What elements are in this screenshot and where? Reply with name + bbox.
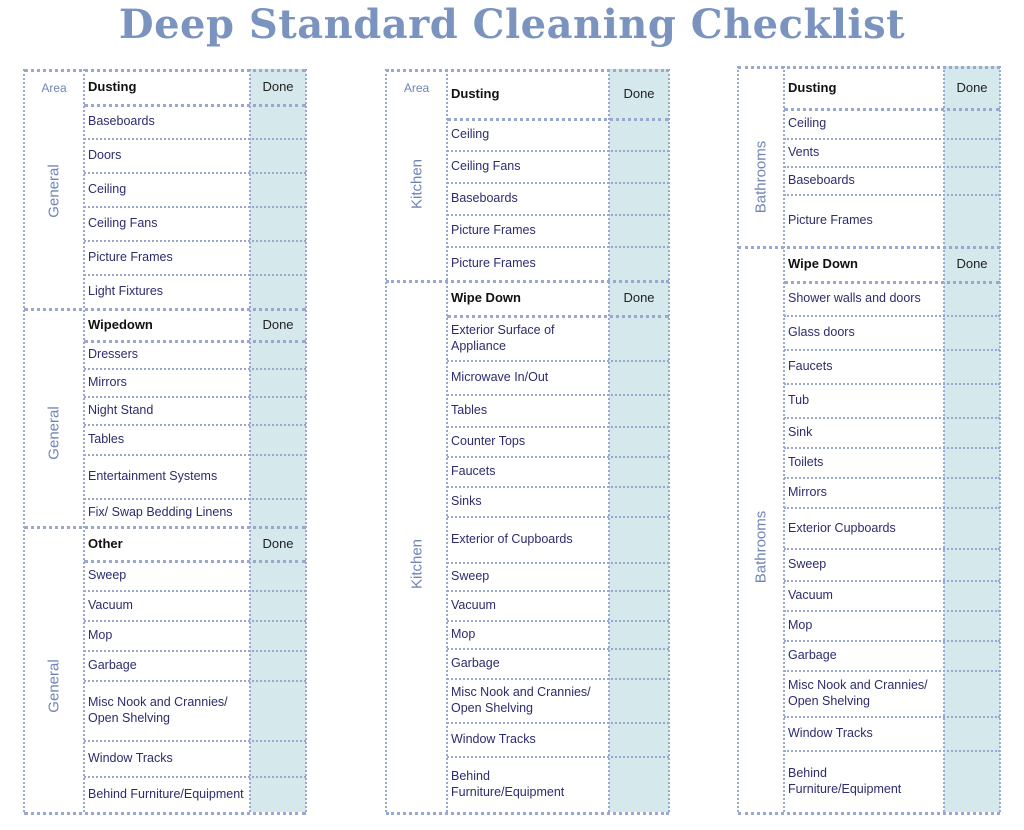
grid-line-vertical	[385, 69, 387, 812]
checklist-item: Window Tracks	[88, 751, 173, 765]
done-checkbox[interactable]	[944, 548, 1000, 580]
done-checkbox[interactable]	[944, 383, 1000, 417]
checklist-item: Picture Frames	[451, 256, 536, 270]
checklist-item: Baseboards	[788, 173, 855, 187]
done-checkbox[interactable]	[250, 138, 306, 172]
checklist-item: Behind Furniture/Equipment	[788, 766, 902, 796]
checklist-item: Counter Tops	[451, 434, 526, 448]
done-checkbox[interactable]	[250, 424, 306, 454]
checklist-item: Ceiling	[788, 116, 827, 130]
done-header: Done	[262, 535, 294, 551]
area-label: Bathrooms	[752, 510, 770, 583]
page-title: Deep Standard Cleaning Checklist	[118, 1, 906, 48]
checklist-item: Exterior Surface of Appliance	[451, 322, 555, 353]
done-checkbox[interactable]	[250, 396, 306, 424]
area-column-header: Area	[403, 81, 430, 95]
area-label: Kitchen	[408, 538, 425, 589]
done-checkbox[interactable]	[250, 104, 306, 138]
done-checkbox[interactable]	[609, 456, 669, 486]
done-checkbox[interactable]	[609, 590, 669, 620]
checklist-item: Garbage	[88, 658, 137, 672]
checklist-item: Ceiling Fans	[451, 159, 521, 173]
done-checkbox[interactable]	[250, 650, 306, 680]
checklist-item: Faucets	[451, 464, 496, 478]
checklist-item: Glass doors	[788, 325, 855, 339]
checklist-item: Tables	[88, 432, 125, 446]
checklist-item: Baseboards	[88, 114, 155, 128]
done-checkbox[interactable]	[944, 194, 1000, 246]
checklist-item: Shower walls and doors	[788, 291, 921, 305]
done-checkbox[interactable]	[609, 722, 669, 756]
grid-line-vertical	[783, 66, 785, 812]
checklist-item: Tub	[788, 393, 810, 407]
done-checkbox[interactable]	[250, 172, 306, 206]
done-checkbox[interactable]	[944, 610, 1000, 640]
done-checkbox[interactable]	[250, 590, 306, 620]
done-header: Done	[262, 79, 294, 94]
section-header: Wipedown	[88, 316, 153, 332]
checklist-item: Tables	[451, 403, 488, 417]
area-label: General	[45, 406, 63, 460]
checklist-item: Mirrors	[788, 485, 827, 499]
done-checkbox[interactable]	[944, 315, 1000, 349]
done-checkbox[interactable]	[609, 315, 669, 360]
done-checkbox[interactable]	[944, 670, 1000, 716]
checklist-item: Dressers	[88, 347, 139, 361]
checklist-item: Ceiling Fans	[88, 216, 158, 230]
done-checkbox[interactable]	[609, 394, 669, 426]
done-checkbox[interactable]	[609, 486, 669, 516]
checklist-item: Mop	[451, 627, 476, 641]
checklist-item: Vents	[788, 145, 820, 159]
checklist-item: Sweep	[451, 569, 490, 583]
checklist-item: Sweep	[788, 557, 827, 571]
done-checkbox[interactable]	[250, 368, 306, 396]
done-checkbox[interactable]	[944, 281, 1000, 315]
checklist-item: Picture Frames	[88, 250, 173, 264]
done-checkbox[interactable]	[609, 516, 669, 562]
checklist-item: Vacuum	[88, 598, 133, 612]
checklist-item: Exterior of Cupboards	[451, 532, 573, 546]
checklist-item: Night Stand	[88, 403, 154, 417]
done-checkbox[interactable]	[944, 750, 1000, 812]
done-checkbox[interactable]	[609, 360, 669, 394]
section-divider	[386, 812, 669, 815]
section-header: Dusting	[788, 79, 837, 95]
done-checkbox[interactable]	[250, 620, 306, 650]
checklist-item: Picture Frames	[788, 213, 873, 227]
checklist-item: Baseboards	[451, 191, 518, 205]
done-checkbox[interactable]	[609, 562, 669, 590]
area-label: Bathrooms	[752, 140, 770, 214]
checklist-item: Toilets	[788, 455, 824, 469]
done-checkbox[interactable]	[250, 498, 306, 526]
done-checkbox[interactable]	[250, 680, 306, 740]
done-checkbox[interactable]	[944, 166, 1000, 194]
checklist-item: Garbage	[788, 648, 837, 662]
done-checkbox[interactable]	[250, 454, 306, 498]
done-checkbox[interactable]	[609, 620, 669, 648]
checklist-item: Misc Nook and Crannies/ Open Shelving	[788, 678, 928, 708]
checklist-item: Vacuum	[788, 588, 833, 602]
done-checkbox[interactable]	[609, 648, 669, 678]
done-checkbox[interactable]	[944, 580, 1000, 610]
checklist-item: Mop	[88, 628, 113, 642]
done-checkbox[interactable]	[944, 138, 1000, 166]
section-header: Other	[88, 535, 123, 551]
done-checkbox[interactable]	[609, 678, 669, 722]
done-checkbox[interactable]	[250, 240, 306, 274]
checklist-item: Sink	[788, 425, 813, 439]
section-header: Wipe Down	[788, 256, 858, 271]
checklist-item: Ceiling	[451, 127, 490, 141]
done-checkbox[interactable]	[609, 118, 669, 150]
checklist-item: Behind Furniture/Equipment	[451, 769, 565, 799]
checklist-item: Mirrors	[88, 375, 127, 389]
done-checkbox[interactable]	[944, 640, 1000, 670]
section-header: Dusting	[88, 79, 137, 94]
checklist-item: Exterior Cupboards	[788, 520, 896, 535]
done-header: Done	[262, 316, 294, 332]
done-checkbox[interactable]	[609, 426, 669, 456]
area-label: General	[45, 164, 63, 218]
area-label: Kitchen	[408, 158, 425, 210]
checklist-item: Window Tracks	[788, 726, 873, 740]
checklist-item: Misc Nook and Crannies/ Open Shelving	[88, 695, 228, 725]
section-header: Dusting	[451, 86, 500, 101]
checklist-item: Garbage	[451, 656, 500, 670]
checklist-item: Entertainment Systems	[88, 469, 218, 483]
area-column-header: Area	[41, 81, 67, 95]
done-checkbox[interactable]	[944, 447, 1000, 477]
section-divider	[24, 812, 306, 815]
done-checkbox[interactable]	[609, 150, 669, 182]
done-checkbox[interactable]	[944, 716, 1000, 750]
done-checkbox[interactable]	[250, 340, 306, 368]
done-header: Done	[623, 86, 655, 101]
grid-line-vertical	[446, 69, 448, 812]
grid-line-vertical	[23, 69, 25, 812]
done-checkbox[interactable]	[250, 206, 306, 240]
checklist-item: Window Tracks	[451, 732, 536, 746]
checklist-item: Sweep	[88, 568, 127, 582]
done-header: Done	[623, 290, 655, 305]
checklist-item: Mop	[788, 618, 813, 632]
done-checkbox[interactable]	[944, 349, 1000, 383]
done-checkbox[interactable]	[944, 507, 1000, 548]
done-checkbox[interactable]	[250, 776, 306, 812]
checklist-item: Vacuum	[451, 598, 496, 612]
done-checkbox[interactable]	[609, 214, 669, 246]
done-checkbox[interactable]	[944, 417, 1000, 447]
checklist-item: Doors	[88, 148, 122, 162]
section-divider	[738, 812, 1000, 815]
checklist-item: Behind Furniture/Equipment	[88, 787, 244, 801]
done-checkbox[interactable]	[609, 756, 669, 812]
done-header: Done	[956, 79, 988, 95]
done-checkbox[interactable]	[250, 560, 306, 590]
checklist-item: Faucets	[788, 359, 833, 373]
checklist-item: Misc Nook and Crannies/ Open Shelving	[451, 685, 591, 715]
section-header: Wipe Down	[451, 290, 521, 305]
checklist-item: Sinks	[451, 494, 482, 508]
checklist-item: Ceiling	[88, 182, 127, 196]
grid-line-vertical	[737, 66, 739, 812]
checklist-item: Fix/ Swap Bedding Linens	[88, 505, 233, 519]
area-label: General	[45, 659, 63, 713]
done-checkbox[interactable]	[944, 477, 1000, 507]
done-header: Done	[956, 256, 988, 271]
grid-line-vertical	[83, 69, 85, 812]
checklist-item: Light Fixtures	[88, 284, 164, 298]
done-checkbox[interactable]	[944, 108, 1000, 138]
done-checkbox[interactable]	[250, 740, 306, 776]
checklist-item: Microwave In/Out	[451, 370, 549, 384]
done-checkbox[interactable]	[609, 246, 669, 280]
checklist-item: Picture Frames	[451, 223, 536, 237]
done-checkbox[interactable]	[609, 182, 669, 214]
done-checkbox[interactable]	[250, 274, 306, 308]
